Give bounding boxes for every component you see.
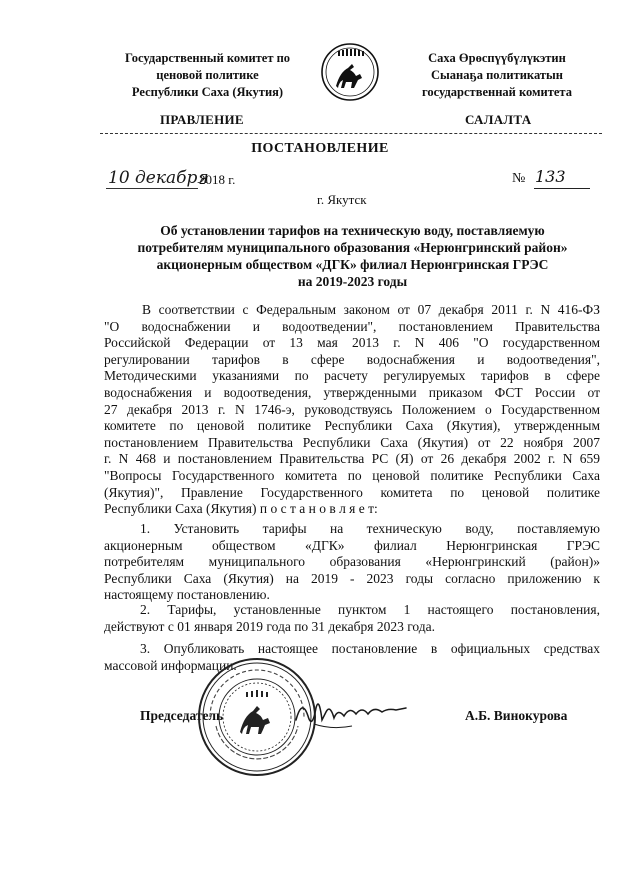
paragraph-item-3 — [104, 641, 600, 674]
body-line: 3. Опубликовать настоящее постановление в официальных средствах — [140, 641, 600, 656]
body-line: 27 декабря 2013 г. N 1746-э, руководствуясь Положением о Государственном — [104, 401, 600, 417]
body-line: Республики Саха (Якутия) на 2019 - 2023 годы согласно приложению к — [104, 570, 600, 586]
header-divider — [100, 133, 602, 134]
title-line: на 2019-2023 годы — [297, 274, 408, 289]
header-right-line: государственнай комитета — [422, 85, 572, 99]
paragraph-preamble — [104, 302, 600, 518]
header-left — [100, 50, 315, 101]
body-line: действуют с 01 января 2019 года по 31 декабря 2023 года. — [104, 618, 436, 634]
number-label: № — [512, 171, 526, 186]
header-left-line: Республики Саха (Якутия) — [131, 85, 284, 99]
date-year: 2018 г. — [199, 172, 236, 187]
number-underline — [534, 188, 590, 189]
document-type: ПОСТАНОВЛЕНИЕ — [251, 141, 389, 156]
signatory-name: А.Б. Винокурова — [465, 708, 568, 723]
body-line: В соответствии с Федеральным законом от 07 декабря 2011 г. N 416-ФЗ — [142, 302, 600, 317]
body-line: 1. Установить тарифы на техническую воду, поставляемую — [140, 521, 600, 536]
body-line: "О водоснабжении и водоотведении", постановлением Правительства — [104, 318, 600, 334]
header-right — [392, 50, 602, 101]
header-left-line: ценовой политике — [156, 68, 259, 82]
body-line: акционерным обществом «ДГК» филиал Нерюнгринская ГРЭС — [104, 537, 600, 553]
body-line: комитете по ценовой политике Республики Саха (Якутия), утвержденным — [104, 418, 600, 434]
body-line: (Якутия)", Правление Государственного комитета по ценовой политике — [104, 484, 600, 500]
header-left-line: Государственный комитет по — [124, 51, 291, 65]
title-line: Об установлении тарифов на техническую воду, поставляемую — [160, 223, 545, 238]
header-right-line: Сыанаҕа политикатын — [431, 68, 563, 82]
body-line: "Вопросы Государственного комитета по ценовой политике Республики Саха — [104, 467, 600, 483]
body-line: потребителям муниципального образования «Нерюнгринский (район)» — [104, 554, 600, 570]
handwritten-signature — [292, 690, 412, 740]
title-line: потребителям муниципального образования «Нерюнгринский район» — [137, 240, 568, 255]
coat-of-arms-icon — [320, 42, 380, 102]
header-right-line: Саха Өрөспүүбүлүкэтин — [428, 51, 566, 65]
board-label-ru: ПРАВЛЕНИЕ — [160, 112, 244, 127]
document-title — [110, 222, 595, 290]
number-handwritten: 133 — [535, 167, 566, 186]
body-line: регулировании тарифов в сфере водоснабжения и водоотведения", — [104, 351, 600, 367]
body-line: г. N 468 и постановлением Правительства РС (Я) от 26 декабря 2002 г. N 659 — [104, 451, 600, 467]
paragraph-item-1 — [104, 521, 600, 604]
body-line: Методическими указаниями по расчету регулируемых тарифов в сфере — [104, 368, 600, 384]
date-handwritten: 10 декабря — [108, 168, 209, 188]
body-line: Российской Федерации от 13 мая 2013 г. N 406 "О государственном — [104, 335, 600, 351]
signatory-title: Председатель — [140, 708, 224, 723]
title-line: акционерным обществом «ДГК» филиал Нерюнгринская ГРЭС — [156, 257, 549, 272]
city: г. Якутск — [317, 192, 367, 207]
date-underline — [106, 188, 198, 189]
board-label-sakha: САЛАЛТА — [465, 112, 532, 127]
body-line: 2. Тарифы, установленные пунктом 1 настоящего постановления, — [140, 602, 600, 617]
body-line: настоящему постановлению. — [104, 587, 270, 603]
paragraph-item-2 — [104, 602, 600, 635]
body-line: массовой информации. — [104, 657, 237, 673]
body-line: постановлением Правительства Республики Саха (Якутия) от 22 ноября 2007 — [104, 434, 600, 450]
body-line: Республики Саха (Якутия) п о с т а н о в л я е т: — [104, 501, 378, 517]
body-line: водоснабжения и водоотведения, утвержденными приказом ФСТ России от — [104, 384, 600, 400]
